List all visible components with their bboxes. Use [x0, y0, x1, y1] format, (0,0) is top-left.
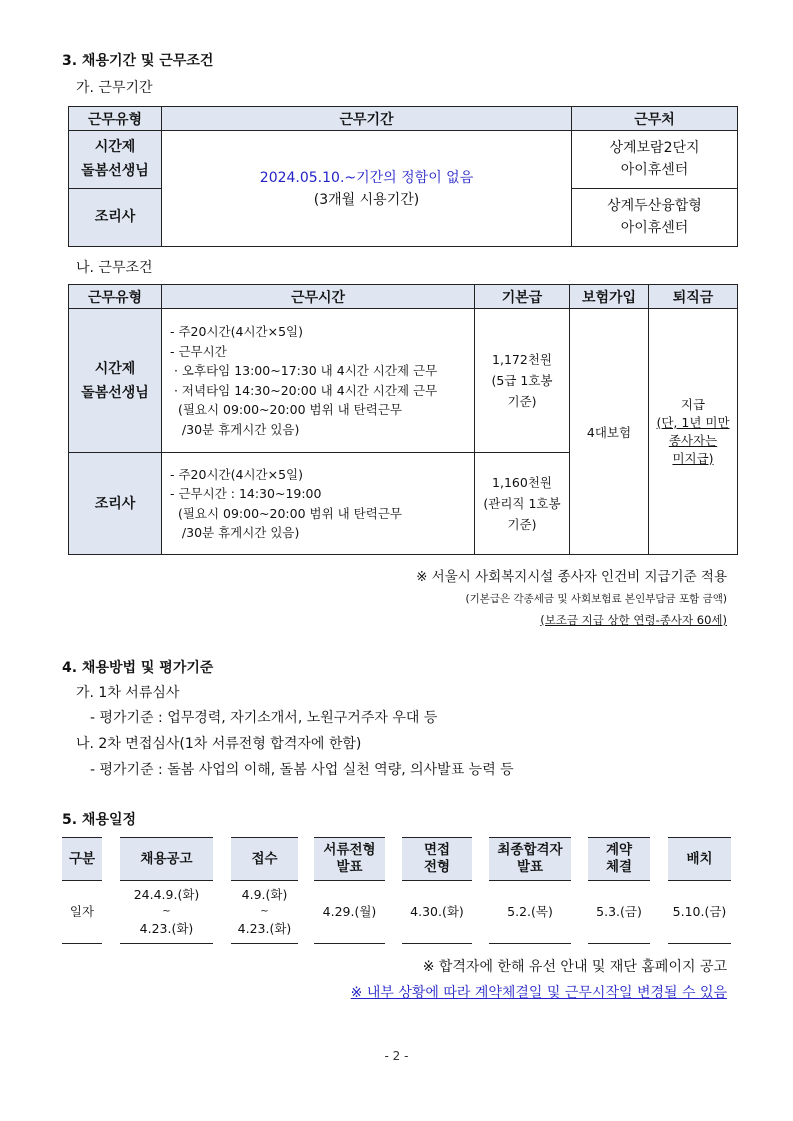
schedule-header-interview: 면접 전형 — [402, 837, 472, 881]
section-5-title: 5. 채용일정 — [62, 812, 137, 828]
schedule-header-final-result: 최종합격자 발표 — [489, 837, 571, 881]
header-work-type: 근무유형 — [69, 285, 162, 309]
probation-period: (3개월 시용기간) — [313, 191, 420, 208]
note-base-pay-includes: (기본급은 각종세금 및 사회보험료 본인부담금 포함 금액) — [465, 593, 727, 605]
base-pay-caregiver: 1,172천원 (5급 1호봉 기준) — [475, 309, 570, 453]
schedule-header-document-result: 서류전형 발표 — [314, 837, 385, 881]
subsection-document-screening: 가. 1차 서류심사 — [76, 685, 180, 701]
note-age-limit: (보조금 지급 상한 연령-종사자 60세) — [540, 613, 727, 627]
header-insurance: 보험가입 — [570, 285, 649, 309]
note-announcement: ※ 합격자에 한해 유선 안내 및 재단 홈페이지 공고 — [422, 959, 727, 975]
workplace-caregiver: 상계보람2단지 아이휴센터 — [572, 131, 738, 188]
subsection-work-conditions: 나. 근무조건 — [76, 260, 153, 276]
schedule-posting-dates: 24.4.9.(화) ~ 4.23.(화) — [120, 880, 213, 944]
row-type-caregiver: 시간제 돌봄선생님 — [69, 131, 162, 188]
row-type-cook: 조리사 — [69, 188, 162, 246]
row-type-caregiver: 시간제 돌봄선생님 — [69, 309, 162, 453]
schedule-interview-date: 4.30.(화) — [402, 880, 472, 944]
work-hours-cook: - 주20시간(4시간×5일) - 근무시간 : 14:30~19:00 (필요시 09:00~20:00 범위 내 탄력근무 /30분 휴게시간 있음) — [162, 453, 475, 555]
subsection-interview: 나. 2차 면접심사(1차 서류전형 합격자에 한함) — [76, 736, 362, 752]
work-period-cell — [162, 131, 572, 247]
base-pay-cook: 1,160천원 (관리직 1호봉 기준) — [475, 453, 570, 555]
header-work-type: 근무유형 — [69, 107, 162, 131]
note-schedule-change: ※ 내부 상황에 따라 계약체결일 및 근무시작일 변경될 수 있음 — [350, 985, 727, 1001]
schedule-placement-date: 5.10.(금) — [668, 880, 731, 944]
schedule-header-category: 구분 — [62, 837, 102, 881]
schedule-application-dates: 4.9.(화) ~ 4.23.(화) — [231, 880, 298, 944]
schedule-header-placement: 배치 — [668, 837, 731, 881]
header-severance: 퇴직금 — [649, 285, 738, 309]
header-workplace: 근무처 — [572, 107, 738, 131]
schedule-document-result-date: 4.29.(월) — [314, 880, 385, 944]
schedule-contract-date: 5.3.(금) — [588, 880, 650, 944]
workplace-cook: 상계두산융합형 아이휴센터 — [572, 188, 738, 246]
page-number: - 2 - — [384, 1049, 409, 1063]
note-salary-standard: ※ 서울시 사회복지시설 종사자 인건비 지급기준 적용 — [416, 569, 727, 585]
schedule-header-application: 접수 — [231, 837, 298, 881]
header-base-pay: 기본급 — [475, 285, 570, 309]
schedule-row-label: 일자 — [62, 880, 102, 944]
section-4-title: 4. 채용방법 및 평가기준 — [62, 660, 214, 676]
work-period-table — [68, 106, 738, 247]
work-period-dates: 2024.05.10.~기간의 정함이 없음 — [259, 169, 474, 186]
section-3-title: 3. 채용기간 및 근무조건 — [62, 53, 214, 69]
schedule-header-contract: 계약 체결 — [588, 837, 650, 881]
schedule-final-result-date: 5.2.(목) — [489, 880, 571, 944]
work-conditions-table — [68, 284, 738, 555]
interview-criteria: - 평가기준 : 돌봄 사업의 이해, 돌봄 사업 실천 역량, 의사발표 능력 등 — [90, 762, 514, 778]
header-work-period: 근무기간 — [162, 107, 572, 131]
severance-cell: 지급 (단, 1년 미만 종사자는 미지급) — [649, 309, 738, 555]
insurance-cell: 4대보험 — [570, 309, 649, 555]
subsection-work-period: 가. 근무기간 — [76, 80, 153, 96]
work-hours-caregiver: - 주20시간(4시간×5일) - 근무시간 · 오후타임 13:00~17:30 내 4시간 시간제 근무 · 저녁타임 14:30~20:00 내 4시간 시간제 근무 (필요시 09:00~20:00 범위 내 탄력근무 /30분 휴게시간 있음) — [162, 309, 475, 453]
document-screening-criteria: - 평가기준 : 업무경력, 자기소개서, 노원구거주자 우대 등 — [90, 710, 438, 726]
row-type-cook: 조리사 — [69, 453, 162, 555]
schedule-header-posting: 채용공고 — [120, 837, 213, 881]
header-work-hours: 근무시간 — [162, 285, 475, 309]
